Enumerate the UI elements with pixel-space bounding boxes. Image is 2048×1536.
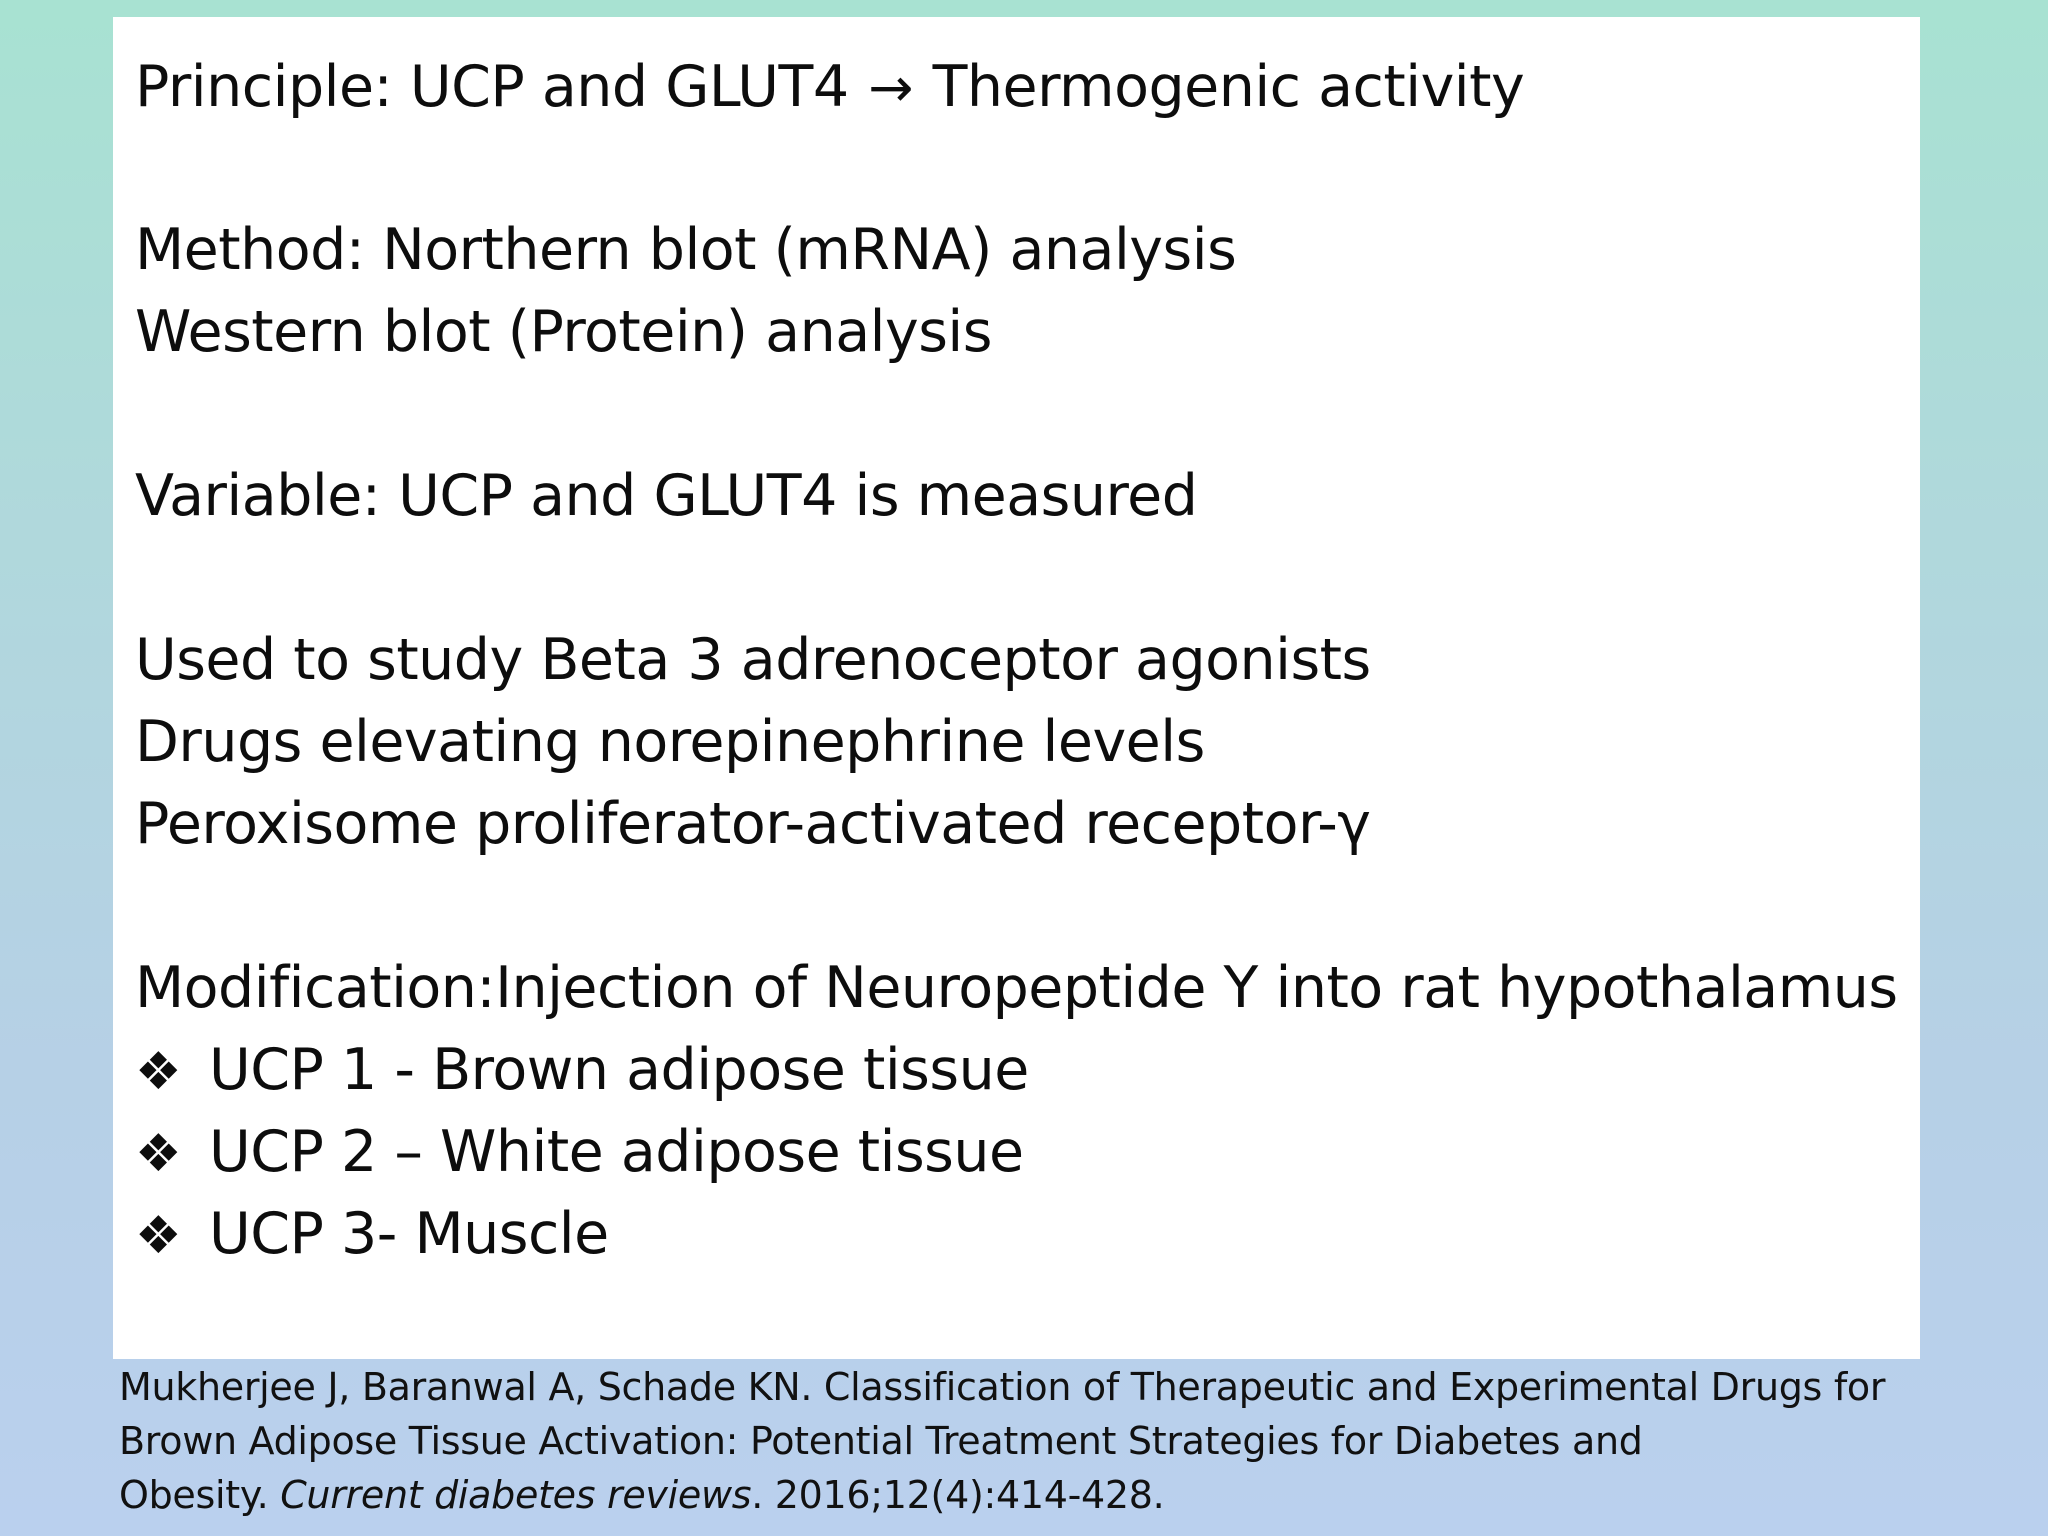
- use-line-1: Used to study Beta 3 adrenoceptor agonists: [135, 627, 1371, 693]
- citation-line-2: Brown Adipose Tissue Activation: Potential Treatment Strategies for Diabetes and: [119, 1419, 1643, 1463]
- diamond-bullet-icon: ❖: [135, 1124, 182, 1184]
- method-line-1: Method: Northern blot (mRNA) analysis: [135, 217, 1237, 283]
- right-arrow-icon: →: [868, 56, 913, 119]
- modification-line: Modification:Injection of Neuropeptide Y into rat hypothalamus: [135, 955, 1898, 1021]
- citation-suffix: . 2016;12(4):414-428.: [751, 1473, 1165, 1517]
- variable-line: Variable: UCP and GLUT4 is measured: [135, 463, 1198, 529]
- citation-prefix: Obesity.: [119, 1473, 281, 1517]
- ucp-item-text: UCP 2 – White adipose tissue: [209, 1119, 1024, 1185]
- citation: [119, 1360, 1999, 1522]
- citation-line-1: Mukherjee J, Baranwal A, Schade KN. Classification of Therapeutic and Experimental Drugs for: [119, 1365, 1886, 1409]
- principle-label: Principle: UCP and GLUT4: [135, 54, 849, 120]
- ucp-item-text: UCP 1 - Brown adipose tissue: [209, 1037, 1029, 1103]
- ucp-item-text: UCP 3- Muscle: [209, 1201, 609, 1267]
- content-box: [113, 17, 1920, 1359]
- method-line-2: Western blot (Protein) analysis: [135, 299, 992, 365]
- diamond-bullet-icon: ❖: [135, 1206, 182, 1266]
- citation-line-3: [119, 1468, 1999, 1522]
- diamond-bullet-icon: ❖: [135, 1042, 182, 1102]
- use-line-2: Drugs elevating norepinephrine levels: [135, 709, 1205, 775]
- ucp-list-item: [135, 1200, 609, 1268]
- use-line-3: Peroxisome proliferator-activated receptor-γ: [135, 791, 1371, 857]
- principle-result: Thermogenic activity: [932, 54, 1525, 120]
- principle-line: [135, 53, 1524, 121]
- citation-journal: Current diabetes reviews: [280, 1473, 752, 1517]
- ucp-list-item: [135, 1036, 1029, 1104]
- ucp-list-item: [135, 1118, 1024, 1186]
